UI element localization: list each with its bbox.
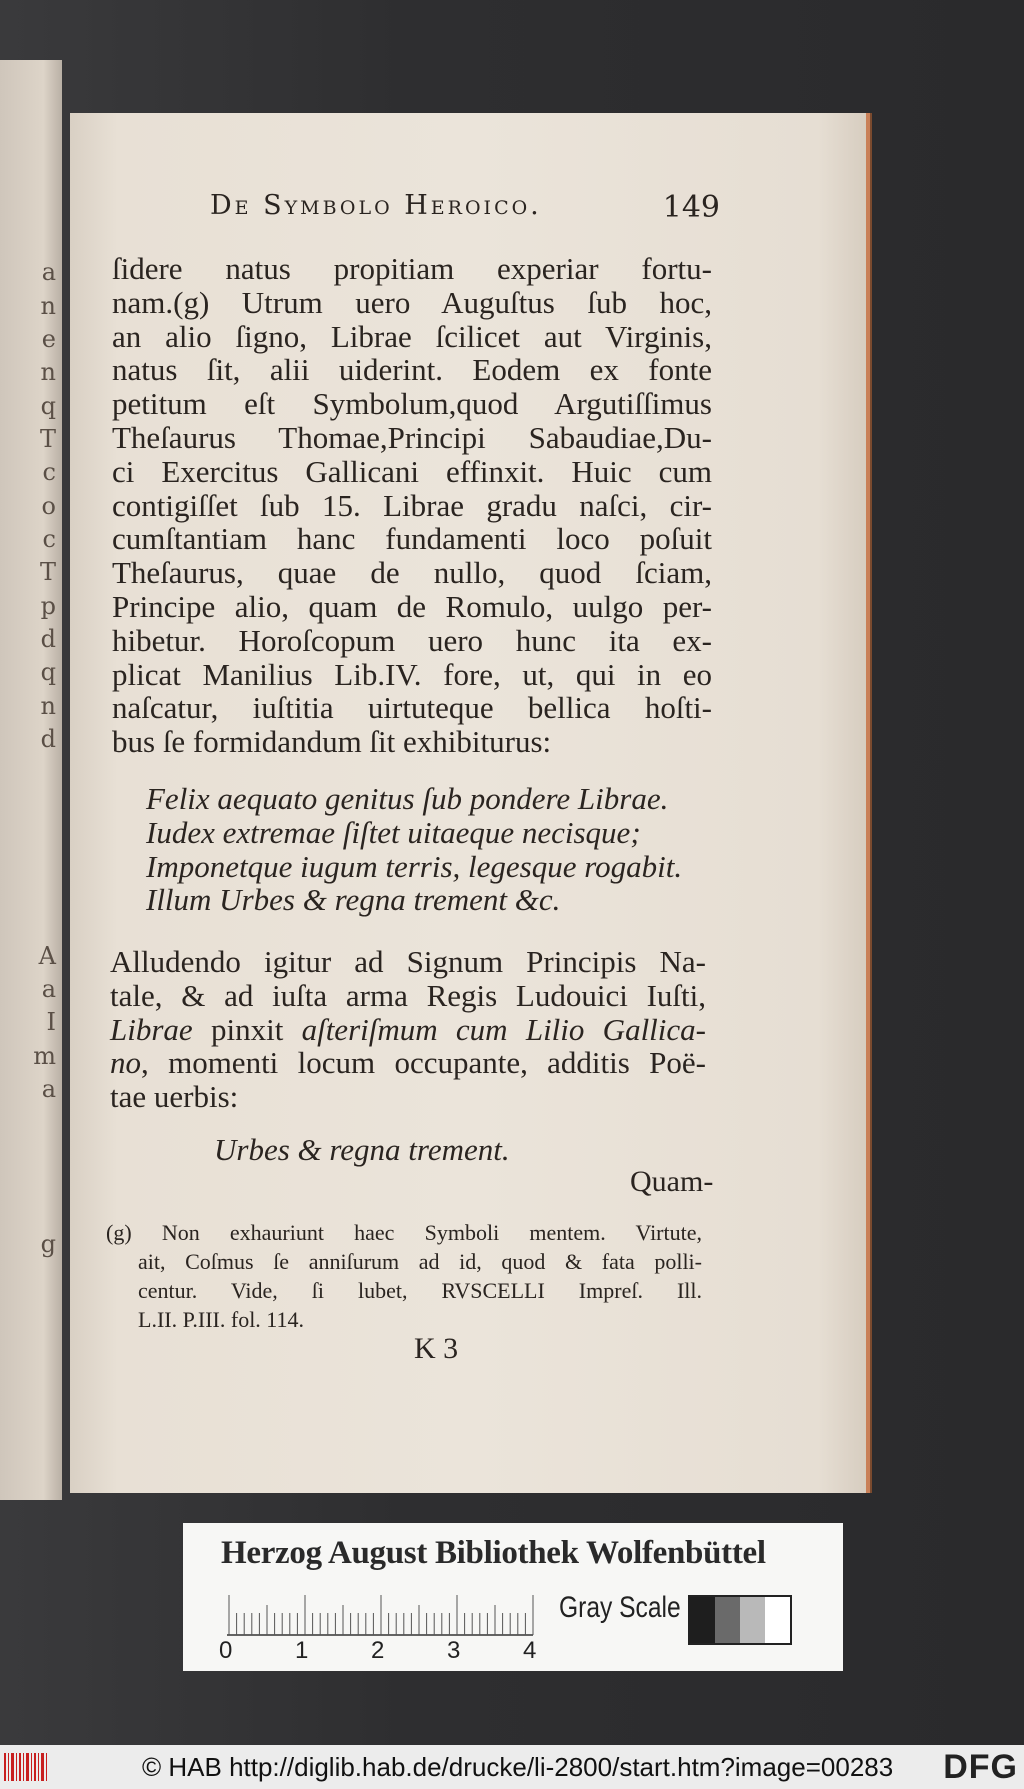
left-page-fragment: T [39,558,56,586]
dfg-logo: DFG [943,1748,1018,1786]
text-line: hibetur. Horoſcopum uero hunc ita ex- [112,622,712,658]
running-header [140,190,720,230]
text-line: plicat Manilius Lib.IV. fore, ut, qui in eo [112,656,712,692]
ruler-number: 1 [295,1637,309,1664]
catchword: Quam- [630,1165,714,1198]
library-name: Herzog August Bibliothek Wolfenbüttel [221,1535,766,1571]
plain-text: pinxit [192,1011,302,1047]
left-page-fragment: c [42,525,56,553]
left-page-fragment: c [42,458,56,486]
footer-bar [0,1745,1024,1789]
signature-mark: K 3 [414,1332,459,1365]
text-line: natus ſit, alii uiderint. Eodem ex fonte [112,352,712,388]
main-paragraph [112,252,712,759]
text-line: tae uerbis: [110,1079,239,1115]
text-line [110,1046,706,1080]
text-line: an alio ſigno, Librae ſcilicet aut Virginis, [112,318,712,354]
left-page-fragment: m [33,1042,56,1070]
header-title: De Symbolo Heroico. [210,190,542,221]
ruler-number: 0 [219,1637,233,1664]
text-line: Theſaurus, quae de nullo, quod ſciam, [112,555,712,591]
italic-text: no [110,1045,141,1081]
swatch-cell [690,1597,715,1643]
left-page-fragment: p [40,592,56,620]
footnote-line: L.II. P.III. fol. 114. [138,1307,304,1332]
text-line: ſidere natus propitiam experiar fortu- [112,251,712,286]
swatch-cell [740,1597,765,1643]
text-line: cumſtantiam hanc fundamenti loco poſuit [112,521,712,557]
text-line: Theſaurus Thomae,Principi Sabaudiae,Du- [112,419,712,455]
text-line: Principe alio, quam de Romulo, uulgo per- [112,588,712,624]
verse-line: Iudex extremae ſiſtet uitaeque necisque; [146,814,641,850]
barcode-icon [4,1753,48,1781]
left-page-fragment: a [41,1075,56,1103]
italic-text: Librae [110,1011,193,1047]
text-line: petitum eſt Symbolum,quod Argutiſſimus [112,386,712,422]
text-line: contigiſſet ſub 15. Librae gradu naſci, cir- [112,487,712,523]
verse-quote [146,782,716,917]
scale-ruler [227,1595,545,1637]
left-page-fragment: d [40,625,56,653]
gray-scale-swatch [688,1595,792,1645]
text-line [110,1013,706,1047]
left-page-fragment: g [40,1230,56,1258]
left-page-fragment: n [40,292,56,320]
gray-scale-label: Gray Scale [559,1591,681,1624]
left-page-fragment: a [41,258,56,286]
swatch-cell [715,1597,740,1643]
left-page-fragment: n [40,358,56,386]
ruler-number: 3 [447,1637,461,1664]
left-page-fragment: o [41,492,56,520]
left-page-fragment: I [46,1008,56,1036]
left-page-fragment: q [40,392,56,420]
left-page-fragment: d [40,725,56,753]
left-page-fragment: a [41,975,56,1003]
left-page-fragment: A [38,942,56,970]
text-line: Alludendo igitur ad Signum Principis Na- [110,944,706,979]
ruler-numbers [219,1637,559,1667]
page-number: 149 [662,190,720,225]
text-line: tale, & ad iuſta arma Regis Ludouici Iuſti, [110,977,706,1013]
left-page-fragment: e [41,325,56,353]
verse-line: Illum Urbes & regna trement &c. [146,882,561,918]
text-line: nam.(g) Utrum uero Auguſtus ſub hoc, [112,284,712,320]
verse-line: Imponetque iugum terris, legesque rogabit. [146,848,683,884]
second-paragraph [110,945,706,1114]
footnote-line: (g) Non exhauriunt haec Symboli mentem. Virtute, [106,1220,702,1245]
text-line: bus ſe formidandum ſit exhibiturus: [112,724,552,760]
left-page-fragment: n [40,692,56,720]
verse-line: Felix aequato genitus ſub pondere Librae. [146,781,669,816]
text-line: ci Exercitus Gallicani effinxit. Huic cum [112,453,712,489]
left-page-fragment: q [40,658,56,686]
motto: Urbes & regna trement. [214,1132,510,1167]
left-page-fragment: T [39,425,56,453]
copyright-url[interactable]: © HAB http://diglib.hab.de/drucke/li-2800/start.htm?image=00283 [142,1752,894,1782]
text-line: naſcatur, iuſtitia uirtuteque bellica hoſti- [112,690,712,726]
plain-text: , momenti locum occupante, additis Poë- [141,1045,706,1081]
library-card [183,1523,843,1671]
ruler-number: 2 [371,1637,385,1664]
ruler-number: 4 [523,1637,537,1664]
left-page-edge [0,60,62,1500]
footnote [106,1218,702,1334]
footnote-line: ait, Coſmus ſe anniſurum ad id, quod & fata polli- [138,1249,702,1274]
swatch-cell [765,1597,790,1643]
italic-text: aſteriſmum cum Lilio Gallica- [301,1011,706,1047]
footnote-line: centur. Vide, ſi lubet, RVSCELLI Impreſ. Ill. [138,1278,702,1303]
